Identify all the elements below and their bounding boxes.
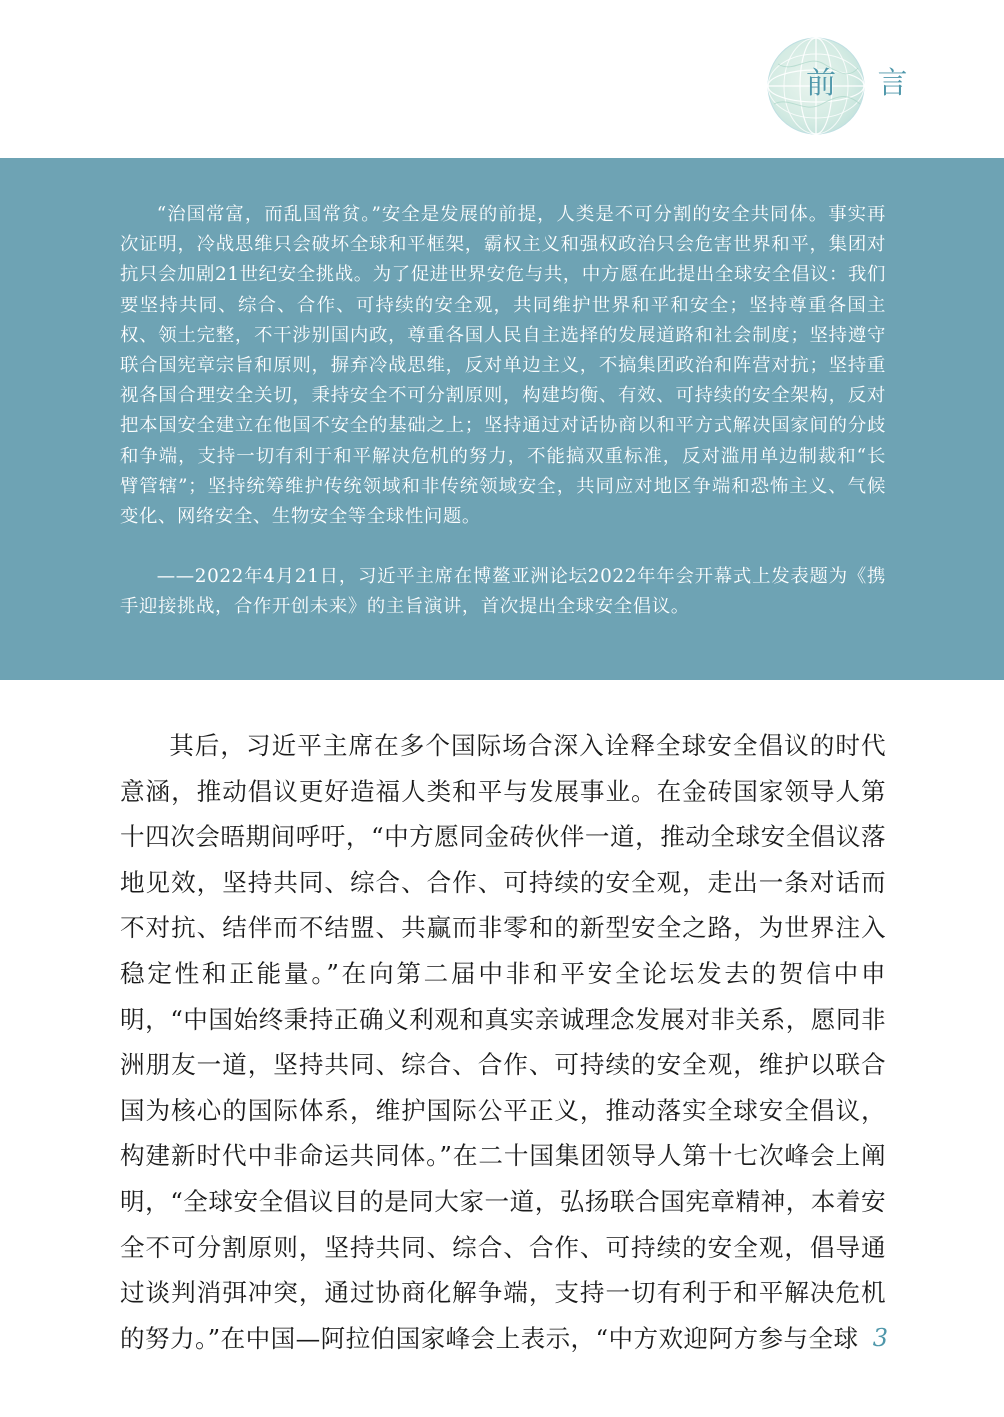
quote-block bbox=[0, 158, 1004, 680]
page-number: 3 bbox=[872, 1324, 888, 1352]
page-header bbox=[0, 0, 1004, 158]
section-title: 前 言 bbox=[806, 66, 924, 101]
quote-text: “治国常富，而乱国常贫。”安全是发展的前提，人类是不可分割的安全共同体。事实再次证明，冷战思维只会破坏全球和平框架，霸权主义和强权政治只会危害世界和平，集团对抗只会加剧21世纪安全挑战。为了促进世界安危与共，中方愿在此提出全球安全倡议：我们要坚持共同、综合、合作、可持续的安全观，共同维护世界和平和安全；坚持尊重各国主权、领土完整，不干涉别国内政，尊重各国人民自主选择的发展道路和社会制度；坚持遵守联合国宪章宗旨和原则，摒弃冷战思维，反对单边主义，不搞集团政治和阵营对抗；坚持重视各国合理安全关切，秉持安全不可分割原则，构建均衡、有效、可持续的安全架构，反对把本国安全建立在他国不安全的基础之上；坚持通过对话协商以和平方式解决国家间的分歧和争端，支持一切有利于和平解决危机的努力，不能搞双重标准，反对滥用单边制裁和“长臂管辖”；坚持统筹维护传统领域和非传统领域安全，共同应对地区争端和恐怖主义、气候变化、网络安全、生物安全等全球性问题。 bbox=[120, 204, 886, 528]
quote-source: ——2022年4月21日，习近平主席在博鳌亚洲论坛2022年年会开幕式上发表题为《携手迎接挑战，合作开创未来》的主旨演讲，首次提出全球安全倡议。 bbox=[120, 566, 886, 618]
body-paragraph: 其后，习近平主席在多个国际场合深入诠释全球安全倡议的时代意涵，推动倡议更好造福人类和平与发展事业。在金砖国家领导人第十四次会晤期间呼吁，“中方愿同金砖伙伴一道，推动全球安全倡议落地见效，坚持共同、综合、合作、可持续的安全观，走出一条对话而不对抗、结伴而不结盟、共赢而非零和的新型安全之路，为世界注入稳定性和正能量。”在向第二届中非和平安全论坛发去的贺信中申明，“中国始终秉持正确义利观和真实亲诚理念发展对非关系，愿同非洲朋友一道，坚持共同、综合、合作、可持续的安全观，维护以联合国为核心的国际体系，维护国际公平正义，推动落实全球安全倡议，构建新时代中非命运共同体。”在二十国集团领导人第十七次峰会上阐明，“全球安全倡议目的是同大家一道，弘扬联合国宪章精神，本着安全不可分割原则，坚持共同、综合、合作、可持续的安全观，倡导通过谈判消弭冲突，通过协商化解争端，支持一切有利于和平解决危机的努力。”在中国—阿拉伯国家峰会上表示，“中方欢迎阿方参与全球 bbox=[120, 731, 886, 1353]
